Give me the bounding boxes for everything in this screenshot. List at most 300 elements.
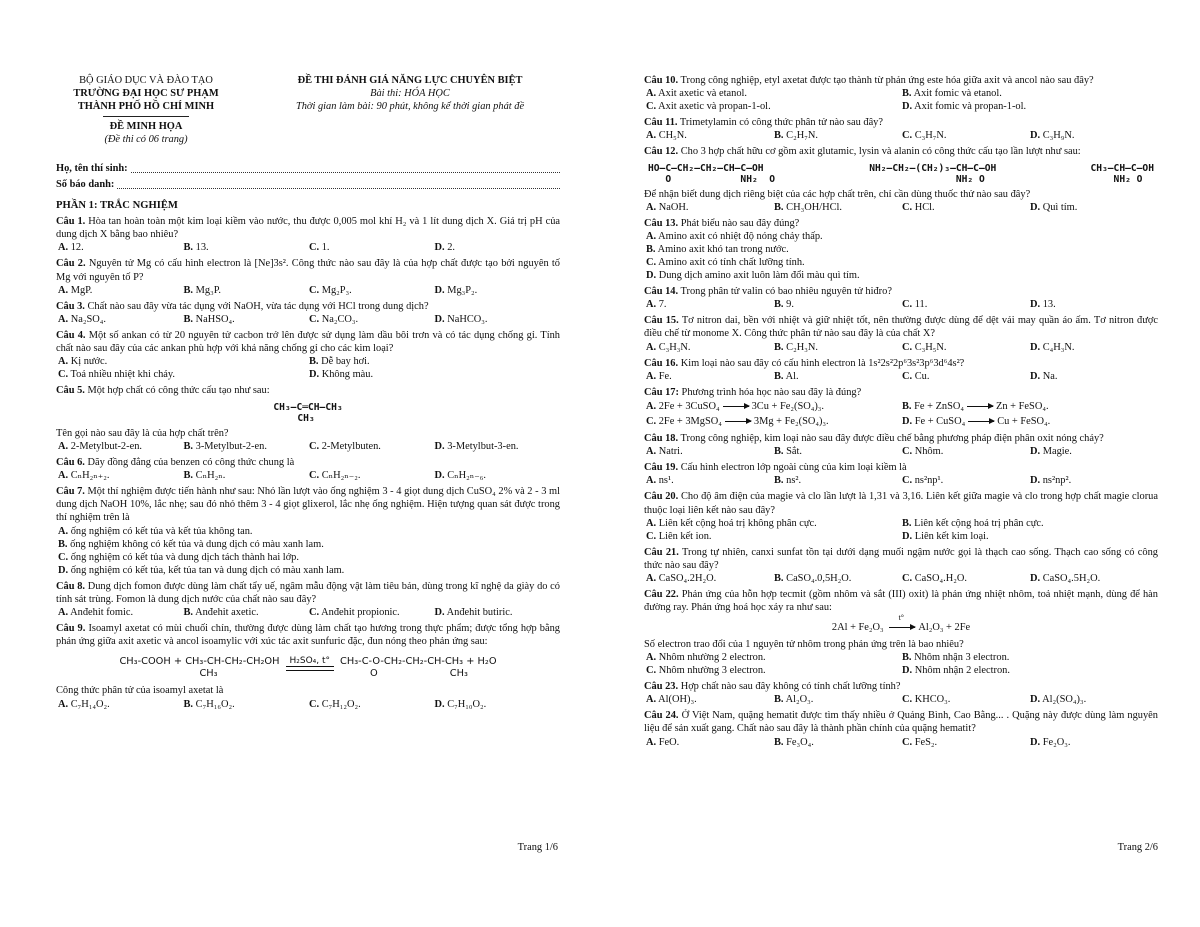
question-text: Cho 3 hợp chất hữu cơ gồm axit glutamic, lysin và alanin có công thức cấu tạo lần lượt như sau: bbox=[680, 146, 1081, 158]
option-text: ống nghiệm có kết tủa và dung dịch tách thành hai lớp. bbox=[70, 551, 299, 563]
option-letter: A. bbox=[646, 341, 657, 353]
option-text: ống nghiệm có kết tủa, kết tủa tan và dung dịch có màu xanh lam. bbox=[70, 564, 345, 576]
products-branch: CH₃ bbox=[449, 668, 468, 680]
options-q24 bbox=[644, 736, 1158, 749]
option-letter: C. bbox=[309, 242, 320, 254]
option-b bbox=[902, 399, 1158, 414]
option-a bbox=[646, 87, 902, 100]
option-c bbox=[902, 474, 1030, 487]
structure-line: CH₃—CH—C—OH bbox=[1090, 162, 1154, 174]
option-text: C₇H₁₂O₂. bbox=[321, 698, 361, 710]
option-text: Mg₃P. bbox=[195, 284, 221, 296]
option-text: 1. bbox=[321, 242, 330, 254]
option-text: CaSO₄.2H₂O. bbox=[658, 573, 717, 585]
options-q14 bbox=[644, 298, 1158, 311]
question-number: Câu 9. bbox=[56, 623, 86, 635]
option-d bbox=[309, 368, 560, 381]
option-c bbox=[309, 469, 435, 482]
option-letter: C. bbox=[902, 370, 913, 382]
option-b bbox=[184, 469, 310, 482]
option-text: MgP. bbox=[70, 284, 93, 296]
question-24 bbox=[644, 709, 1158, 735]
option-text: CₙH₂ₙ. bbox=[195, 470, 226, 482]
equation-right: 3Mg + Fe₂(SO₄)₃. bbox=[753, 416, 829, 428]
header-left bbox=[56, 74, 236, 146]
option-letter: A. bbox=[646, 201, 657, 213]
option-c bbox=[309, 440, 435, 453]
option-letter: D. bbox=[58, 564, 69, 576]
option-letter: B. bbox=[774, 201, 784, 213]
option-b bbox=[902, 517, 1158, 530]
option-c bbox=[58, 368, 309, 381]
option-text: Anđehit propionic. bbox=[321, 607, 400, 619]
option-b bbox=[774, 572, 902, 585]
option-a bbox=[646, 572, 774, 585]
question-text: Một thí nghiệm được tiến hành như sau: Nhỏ lần lượt vào ống nghiệm 3 - 4 giọt dung dịch CuSO₄ 2% và 2 - 3 ml dung dịch NaOH 10%, lắc nhẹ; sau đó nhỏ thêm 3 - 4 giọt glixerol, lắc nhẹ ống nghiệm. Hiện tượng quan sát được trong thí nghiệm trên là bbox=[56, 486, 560, 524]
option-letter: A. bbox=[646, 88, 657, 100]
option-letter: C. bbox=[902, 736, 913, 748]
question-11 bbox=[644, 116, 1158, 129]
option-letter: B. bbox=[183, 607, 194, 619]
option-letter: A. bbox=[646, 446, 657, 458]
options-q16 bbox=[644, 370, 1158, 383]
question-text: Trimetylamin có công thức phân tử nào sau đây? bbox=[679, 117, 883, 129]
equation-right: Cu + FeSO₄. bbox=[997, 416, 1051, 428]
options-q7 bbox=[56, 525, 560, 577]
question-5-prompt: Tên gọi nào sau đây là của hợp chất trên? bbox=[56, 427, 229, 439]
page-number: Trang 2/6 bbox=[1117, 842, 1158, 853]
candidate-id-line bbox=[56, 178, 560, 192]
arrow-icon bbox=[725, 421, 751, 422]
question-number: Câu 2. bbox=[56, 258, 86, 270]
option-d bbox=[646, 269, 1158, 282]
option-letter: C. bbox=[58, 551, 69, 563]
equation-left: 2Al + Fe₂O₃ bbox=[831, 621, 884, 633]
exam-time-note: Thời gian làm bài: 90 phút, không kể thời gian phát đề bbox=[295, 101, 525, 112]
arrow-icon bbox=[967, 406, 993, 407]
option-text: HCl. bbox=[914, 201, 935, 213]
option-letter: B. bbox=[646, 244, 656, 256]
option-b bbox=[309, 355, 560, 368]
candidate-id-label: Số báo danh: bbox=[56, 179, 115, 190]
header-divider bbox=[103, 116, 189, 117]
question-text: Phát biểu nào sau đây đúng? bbox=[680, 217, 800, 229]
option-a bbox=[646, 399, 902, 414]
option-letter: D. bbox=[1030, 341, 1041, 353]
option-text: C₃H₇N. bbox=[914, 130, 947, 142]
option-letter: D. bbox=[309, 369, 320, 381]
option-a bbox=[646, 370, 774, 383]
option-letter: C. bbox=[309, 284, 320, 296]
option-text: 3-Metylbut-2-en. bbox=[195, 440, 267, 452]
question-number: Câu 20. bbox=[644, 491, 679, 503]
option-text: CH₅N. bbox=[658, 130, 687, 142]
option-text: ns²np¹. bbox=[914, 475, 944, 487]
option-b bbox=[774, 370, 902, 383]
option-letter: D. bbox=[902, 664, 913, 676]
option-text: C₇H₁₀O₂. bbox=[447, 698, 487, 710]
arrow-icon bbox=[968, 421, 994, 422]
lysine-structure bbox=[869, 163, 996, 185]
option-a bbox=[646, 230, 1158, 243]
option-a bbox=[646, 129, 774, 142]
question-text: Tơ nitron dai, bền với nhiệt và giữ nhiệt tốt, nên thường được dùng để dệt vải may quần áo ấm. Tơ nitron được điều chế từ monome X. Công thức phân tử nào sau đây là của chất X? bbox=[644, 315, 1158, 340]
question-number: Câu 21. bbox=[644, 546, 679, 558]
glutamic-acid-structure bbox=[648, 163, 775, 185]
option-text: Sắt. bbox=[786, 446, 803, 458]
question-text: Phương trình hóa học nào sau đây là đúng? bbox=[681, 386, 862, 398]
option-a bbox=[58, 355, 309, 368]
option-text: C₄H₃N. bbox=[1042, 341, 1075, 353]
option-a bbox=[646, 341, 774, 354]
option-letter: D. bbox=[434, 242, 445, 254]
option-text: 9. bbox=[786, 299, 794, 311]
option-text: Nhôm. bbox=[914, 446, 944, 458]
school-city: THÀNH PHỐ HỒ CHÍ MINH bbox=[77, 101, 215, 112]
option-text: Al₂(SO₄)₃. bbox=[1042, 694, 1087, 706]
option-b bbox=[774, 129, 902, 142]
structure-substituents: O NH₂ O bbox=[648, 173, 776, 185]
option-text: Fe₃O₄. bbox=[786, 736, 814, 748]
candidate-id-field bbox=[117, 178, 560, 189]
options-q1 bbox=[56, 241, 560, 254]
option-c bbox=[646, 256, 1158, 269]
option-text: FeS₂. bbox=[914, 736, 938, 748]
option-letter: D. bbox=[434, 314, 445, 326]
question-number: Câu 24. bbox=[644, 710, 679, 722]
equation-right: Zn + FeSO₄. bbox=[996, 401, 1049, 413]
options-q11 bbox=[644, 129, 1158, 142]
option-text: C₃H₅N. bbox=[914, 341, 947, 353]
structures-q12 bbox=[644, 163, 1158, 185]
option-c bbox=[902, 201, 1030, 214]
structure-substituents: NH₂ O bbox=[869, 173, 985, 185]
option-letter: B. bbox=[774, 341, 784, 353]
option-d bbox=[1030, 341, 1158, 354]
question-text: Nguyên tử Mg có cấu hình electron là [Ne]3s². Công thức nào sau đây là của hợp chất được tạo bởi nguyên tố Mg với nguyên tố P? bbox=[56, 258, 560, 283]
option-a bbox=[646, 298, 774, 311]
question-number: Câu 23. bbox=[644, 680, 679, 692]
option-letter: A. bbox=[646, 299, 657, 311]
option-text: CₙH₂ₙ₊₂. bbox=[70, 470, 110, 482]
options-q3 bbox=[56, 313, 560, 326]
option-c bbox=[902, 736, 1030, 749]
option-d bbox=[902, 414, 1158, 429]
option-a bbox=[58, 284, 184, 297]
question-text: Isoamyl axetat có mùi chuối chín, thường được dùng làm chất tạo hương trong thực phẩm; được tổng hợp bằng phản ứng giữa axit axetic và ancol isoamylic với xúc tác axit sunfuric đặc, đun nóng theo phản ứng sau: bbox=[56, 623, 560, 648]
option-letter: B. bbox=[902, 88, 912, 100]
question-text: Phản ứng của hỗn hợp tecmit (gồm nhôm và sắt (III) oxit) là phản ứng nhiệt nhôm, toả nhiệt mạnh, dùng để hàn đường ray. Phản ứng hoá học xảy ra như sau: bbox=[644, 589, 1158, 614]
option-d bbox=[435, 313, 561, 326]
option-a bbox=[646, 445, 774, 458]
question-number: Câu 7. bbox=[56, 486, 85, 498]
option-text: Toả nhiều nhiệt khi cháy. bbox=[70, 369, 176, 381]
option-letter: B. bbox=[183, 314, 194, 326]
question-number: Câu 13. bbox=[644, 217, 679, 229]
option-letter: B. bbox=[183, 440, 194, 452]
option-letter: D. bbox=[902, 416, 913, 428]
option-letter: D. bbox=[1030, 736, 1041, 748]
option-a bbox=[646, 736, 774, 749]
option-text: NaHSO₄. bbox=[195, 314, 235, 326]
question-10 bbox=[644, 74, 1158, 87]
option-text: CaSO₄.H₂O. bbox=[914, 573, 967, 585]
candidate-name-label: Họ, tên thí sinh: bbox=[56, 163, 128, 174]
option-text: Mg₃P₂. bbox=[447, 284, 478, 296]
option-d bbox=[1030, 736, 1158, 749]
option-b bbox=[184, 313, 310, 326]
structure-branch: CH₃ bbox=[297, 412, 315, 424]
option-letter: A. bbox=[58, 698, 69, 710]
option-c bbox=[902, 693, 1030, 706]
option-text: Al. bbox=[785, 370, 799, 382]
pages-note: (Đề thi có 06 trang) bbox=[104, 134, 188, 145]
option-c bbox=[58, 551, 560, 564]
option-text: Fe₂O₃. bbox=[1042, 736, 1071, 748]
option-a bbox=[646, 517, 902, 530]
option-letter: C. bbox=[902, 341, 913, 353]
option-letter: D. bbox=[434, 607, 445, 619]
option-b bbox=[58, 538, 560, 551]
option-d bbox=[902, 530, 1158, 543]
question-text: Cho độ âm điện của magie và clo lần lượt là 1,31 và 3,16. Liên kết giữa magie và clo trong hợp chất magie clorua thuộc loại liên kết nào sau đây? bbox=[644, 491, 1158, 516]
question-text: Hòa tan hoàn toàn một kim loại kiềm vào nước, thu được 0,005 mol khí H₂ và 1 lít dung dịch X. Giá trị pH của dung dịch X bằng bao nhiêu? bbox=[56, 216, 560, 241]
option-text: Magie. bbox=[1042, 446, 1072, 458]
option-text: Amino axit có tính chất lưỡng tính. bbox=[658, 257, 805, 269]
option-c bbox=[902, 370, 1030, 383]
option-text: 7. bbox=[658, 299, 667, 311]
option-b bbox=[184, 606, 310, 619]
option-b bbox=[774, 736, 902, 749]
question-22-prompt: Số electron trao đổi của 1 nguyên tử nhôm trong phản ứng trên là bao nhiêu? bbox=[644, 638, 964, 650]
option-text: Quì tím. bbox=[1042, 201, 1078, 213]
option-text: Axit fomic và etanol. bbox=[913, 88, 1002, 100]
option-text: C₂H₇N. bbox=[786, 130, 818, 142]
option-letter: A. bbox=[646, 517, 657, 529]
option-letter: B. bbox=[902, 401, 912, 413]
option-d bbox=[435, 440, 561, 453]
option-letter: C. bbox=[646, 416, 657, 428]
option-d bbox=[435, 698, 561, 711]
question-text: Một hợp chất có công thức cấu tạo như sau: bbox=[87, 385, 270, 397]
option-letter: B. bbox=[902, 517, 912, 529]
option-letter: B. bbox=[774, 130, 784, 142]
reaction-condition: t° bbox=[898, 612, 904, 622]
question-7 bbox=[56, 485, 560, 525]
alanine-structure bbox=[1090, 163, 1154, 185]
question-number: Câu 16. bbox=[644, 357, 679, 369]
equation-left: Fe + ZnSO₄ bbox=[914, 401, 965, 413]
school-name: TRƯỜNG ĐẠI HỌC SƯ PHẠM bbox=[73, 88, 219, 99]
option-d bbox=[435, 284, 561, 297]
option-text: Axit fomic và propan-1-ol. bbox=[914, 101, 1027, 113]
structure-main-chain: CH₃—C═CH—CH₃ bbox=[273, 401, 343, 413]
option-text: ống nghiệm không có kết tủa và dung dịch có màu xanh lam. bbox=[70, 538, 324, 550]
question-text: Trong công nghiệp, kim loại nào sau đây được điều chế bằng phương pháp điện phân oxit nóng chảy? bbox=[680, 433, 1104, 445]
option-text: 11. bbox=[914, 299, 928, 311]
question-number: Câu 17: bbox=[644, 386, 679, 398]
exam-type: ĐỀ MINH HỌA bbox=[109, 121, 183, 132]
option-letter: C. bbox=[902, 201, 913, 213]
option-letter: C. bbox=[646, 530, 657, 542]
option-b bbox=[774, 201, 902, 214]
option-d bbox=[58, 564, 560, 577]
option-letter: A. bbox=[58, 314, 69, 326]
option-letter: A. bbox=[646, 651, 657, 663]
option-letter: A. bbox=[58, 284, 69, 296]
question-number: Câu 6. bbox=[56, 456, 85, 468]
equation-left: Fe + CuSO₄ bbox=[914, 416, 966, 428]
option-letter: C. bbox=[309, 440, 320, 452]
option-letter: D. bbox=[1030, 370, 1041, 382]
option-text: KHCO₃. bbox=[914, 694, 951, 706]
equation-right: 3Cu + Fe₂(SO₄)₃. bbox=[751, 401, 825, 413]
option-a bbox=[58, 313, 184, 326]
option-letter: A. bbox=[58, 470, 69, 482]
options-q19 bbox=[644, 474, 1158, 487]
question-text: Trong tự nhiên, canxi sunfat tồn tại dưới dạng muối ngậm nước gọi là thạch cao sống. Thạch cao sống có công thức nào sau đây? bbox=[644, 546, 1158, 572]
equation-left: 2Fe + 3CuSO₄ bbox=[658, 401, 720, 413]
option-a bbox=[58, 440, 184, 453]
option-text: Nhôm nhận 3 electron. bbox=[914, 651, 1010, 663]
option-d bbox=[1030, 129, 1158, 142]
option-text: Dung dịch amino axit luôn làm đổi màu quì tím. bbox=[658, 270, 860, 282]
option-letter: A. bbox=[646, 130, 657, 142]
option-d bbox=[902, 100, 1158, 113]
option-letter: C. bbox=[309, 470, 320, 482]
question-number: Câu 4. bbox=[56, 330, 86, 342]
question-16 bbox=[644, 357, 1158, 370]
option-text: 2-Metylbuten. bbox=[321, 440, 381, 452]
question-3 bbox=[56, 300, 560, 313]
option-letter: D. bbox=[434, 440, 445, 452]
products-branches bbox=[340, 668, 497, 680]
question-number: Câu 14. bbox=[644, 286, 679, 298]
option-text: Axit axetic và propan-1-ol. bbox=[658, 101, 771, 113]
question-text: Dãy đồng đẳng của benzen có công thức chung là bbox=[87, 456, 295, 468]
option-b bbox=[774, 445, 902, 458]
question-text: Cấu hình electron lớp ngoài cùng của kim loại kiềm là bbox=[680, 462, 907, 474]
option-text: ns²np². bbox=[1042, 475, 1072, 487]
option-a bbox=[646, 201, 774, 214]
exam-subject: Bài thi: HÓA HỌC bbox=[370, 88, 450, 99]
option-b bbox=[774, 298, 902, 311]
products-text: CH₃-C-O-CH₂-CH₂-CH-CH₃ + H₂O bbox=[340, 656, 497, 668]
equation-q9 bbox=[56, 656, 560, 680]
option-text: ns¹. bbox=[658, 475, 674, 487]
option-d bbox=[435, 469, 561, 482]
reaction-condition: H₂SO₄, t° bbox=[286, 656, 335, 667]
question-4 bbox=[56, 329, 560, 355]
option-b bbox=[774, 341, 902, 354]
question-15 bbox=[644, 314, 1158, 340]
options-q10 bbox=[644, 87, 1158, 113]
option-letter: B. bbox=[774, 573, 784, 585]
option-b bbox=[184, 698, 310, 711]
option-text: 12. bbox=[70, 242, 84, 254]
option-letter: B. bbox=[183, 698, 194, 710]
question-2 bbox=[56, 257, 560, 283]
options-q8 bbox=[56, 606, 560, 619]
page-number: Trang 1/6 bbox=[517, 842, 558, 853]
options-q9 bbox=[56, 698, 560, 711]
question-text: Trong phân tử valin có bao nhiêu nguyên tử hiđro? bbox=[680, 286, 892, 298]
equation-right: Al₂O₃ + 2Fe bbox=[918, 621, 971, 633]
option-text: Anđehit fomic. bbox=[70, 607, 134, 619]
option-letter: B. bbox=[774, 299, 784, 311]
option-text: C₇H₁₆O₂. bbox=[195, 698, 235, 710]
option-letter: B. bbox=[774, 370, 784, 382]
option-c bbox=[646, 664, 902, 677]
option-text: C₇H₁₄O₂. bbox=[70, 698, 110, 710]
question-text: Hợp chất nào sau đây không có tính chất lưỡng tính? bbox=[680, 680, 901, 692]
option-text: 2. bbox=[447, 242, 456, 254]
option-c bbox=[902, 445, 1030, 458]
option-text: Liên kết ion. bbox=[658, 530, 712, 542]
equation-reactants bbox=[119, 656, 279, 680]
option-c bbox=[902, 298, 1030, 311]
question-number: Câu 5. bbox=[56, 385, 85, 397]
question-number: Câu 22. bbox=[644, 589, 679, 601]
option-c bbox=[646, 414, 902, 429]
option-a bbox=[58, 606, 184, 619]
question-17 bbox=[644, 386, 1158, 399]
option-text: 3-Metylbut-3-en. bbox=[447, 440, 519, 452]
option-c bbox=[309, 313, 435, 326]
option-letter: D. bbox=[1030, 130, 1041, 142]
option-a bbox=[646, 651, 902, 664]
option-letter: D. bbox=[1030, 573, 1041, 585]
question-23 bbox=[644, 680, 1158, 693]
question-9 bbox=[56, 622, 560, 648]
option-letter: D. bbox=[902, 101, 913, 113]
question-number: Câu 18. bbox=[644, 433, 679, 445]
option-c bbox=[309, 241, 435, 254]
option-text: CₙH₂ₙ₋₆. bbox=[447, 470, 486, 482]
reverse-arrow-icon bbox=[286, 668, 335, 671]
option-letter: B. bbox=[774, 694, 784, 706]
option-letter: A. bbox=[646, 475, 657, 487]
option-letter: A. bbox=[58, 242, 69, 254]
option-letter: A. bbox=[646, 231, 657, 243]
option-d bbox=[1030, 572, 1158, 585]
question-20 bbox=[644, 490, 1158, 516]
option-letter: C. bbox=[902, 299, 913, 311]
option-d bbox=[1030, 445, 1158, 458]
exam-page-2 bbox=[600, 0, 1200, 927]
option-b bbox=[774, 693, 902, 706]
question-number: Câu 1. bbox=[56, 216, 86, 227]
question-21 bbox=[644, 546, 1158, 572]
header-right bbox=[260, 74, 560, 146]
option-letter: A. bbox=[58, 525, 69, 537]
option-d bbox=[1030, 474, 1158, 487]
option-letter: B. bbox=[774, 446, 784, 458]
option-b bbox=[902, 87, 1158, 100]
option-text: C₂H₃N. bbox=[786, 341, 818, 353]
option-letter: C. bbox=[309, 314, 320, 326]
option-a bbox=[646, 693, 774, 706]
option-letter: B. bbox=[183, 470, 194, 482]
option-a bbox=[58, 525, 560, 538]
structure-q5 bbox=[56, 402, 560, 424]
options-q17 bbox=[644, 399, 1158, 429]
option-letter: D. bbox=[1030, 694, 1041, 706]
option-text: 13. bbox=[195, 242, 209, 254]
option-letter: B. bbox=[58, 538, 68, 550]
option-d bbox=[1030, 298, 1158, 311]
option-letter: B. bbox=[774, 736, 784, 748]
